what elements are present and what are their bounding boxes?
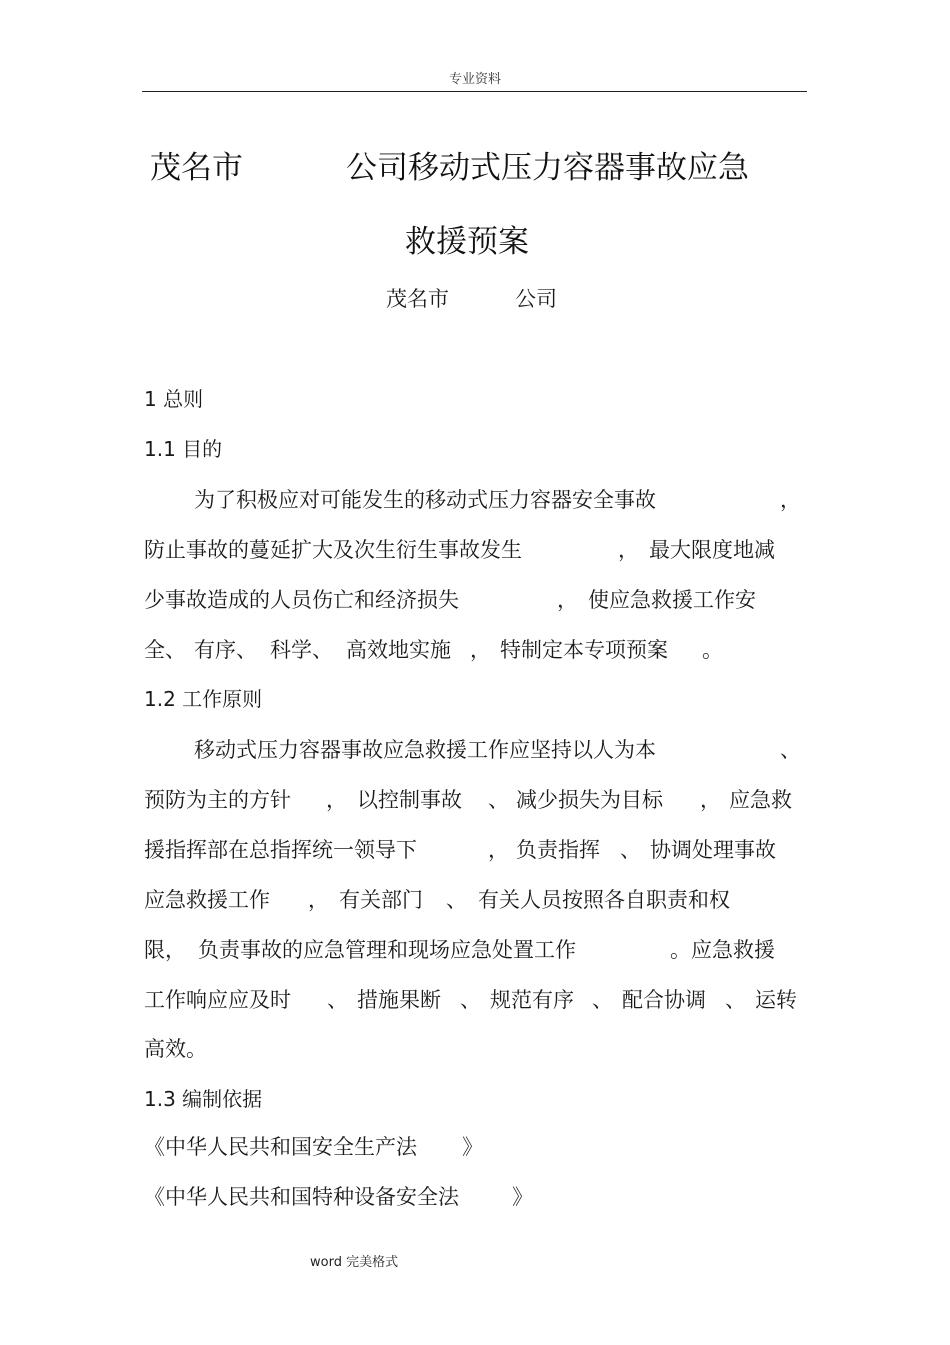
principle-text: 减少损失为目标	[516, 788, 663, 812]
section-1-3-heading: 1.3 编制依据	[144, 1087, 263, 1111]
principle-text: 以控制事故	[357, 788, 462, 812]
title-main: 公司移动式压力容器事故应急	[346, 150, 749, 186]
subtitle-company: 公司	[515, 287, 557, 311]
principle-text: 。应急救援	[670, 938, 775, 962]
principle-text: 、	[460, 988, 481, 1012]
principle-text: 规范有序	[490, 988, 574, 1012]
principle-text: 、	[725, 988, 746, 1012]
purpose-text: 高效地实施	[346, 638, 451, 662]
title-city: 茂名市	[150, 150, 243, 186]
purpose-text: 最大限度地减	[649, 538, 775, 562]
section-1-2-heading: 1.2 工作原则	[144, 687, 263, 711]
principle-text: 、	[620, 838, 641, 862]
page-header: 专业资料	[448, 72, 501, 87]
law-title: 《中华人民共和国安全生产法	[144, 1135, 417, 1159]
page-footer: word 完美格式	[310, 1255, 399, 1270]
section-1-1-heading: 1.1 目的	[144, 437, 223, 461]
purpose-text: 。	[702, 638, 723, 662]
principle-text: ，	[326, 788, 347, 812]
purpose-text: ，	[557, 588, 578, 612]
law-title-close: 》	[462, 1135, 483, 1159]
principle-text: 运转	[755, 988, 797, 1012]
principle-text: 高效。	[144, 1037, 207, 1061]
principle-text: ，	[308, 888, 329, 912]
section-1-heading: 1 总则	[144, 387, 204, 411]
principle-text: 、	[488, 788, 509, 812]
title-line2: 救援预案	[405, 224, 529, 260]
purpose-text: 防止事故的蔓延扩大及次生衍生事故发生	[144, 538, 522, 562]
purpose-text: ，	[618, 538, 639, 562]
principle-text: 有关部门	[339, 888, 423, 912]
principle-text: 移动式压力容器事故应急救援工作应坚持以人为本	[194, 738, 656, 762]
principle-text: 负责事故的应急管理和现场应急处置工作	[198, 938, 576, 962]
purpose-text: 全、	[144, 638, 186, 662]
principle-text: ，	[488, 838, 509, 862]
law-title-close: 》	[512, 1185, 533, 1209]
principle-text: 配合协调	[622, 988, 706, 1012]
principle-text: 、	[592, 988, 613, 1012]
purpose-text: 使应急救援工作安	[588, 588, 756, 612]
purpose-text: 少事故造成的人员伤亡和经济损失	[144, 588, 459, 612]
principle-text: 援指挥部在总指挥统一领导下	[144, 838, 417, 862]
principle-text: 工作响应应及时	[144, 988, 291, 1012]
principle-text: 协调处理事故	[650, 838, 776, 862]
purpose-text: 特制定本专项预案	[500, 638, 668, 662]
principle-text: 负责指挥	[516, 838, 600, 862]
principle-text: 应急救	[729, 788, 792, 812]
principle-text: 有关人员按照各自职责和权	[478, 888, 730, 912]
subtitle-city: 茂名市	[386, 287, 449, 311]
law-title: 《中华人民共和国特种设备安全法	[144, 1185, 459, 1209]
principle-text: ，	[700, 788, 721, 812]
purpose-text: ，	[470, 638, 491, 662]
principle-text: 、	[780, 738, 801, 762]
header-rule	[142, 91, 807, 92]
purpose-text: ，	[780, 488, 801, 512]
principle-text: 、	[446, 888, 467, 912]
principle-text: 应急救援工作	[144, 888, 270, 912]
purpose-text: 科学、	[270, 638, 333, 662]
purpose-text: 为了积极应对可能发生的移动式压力容器安全事故	[194, 488, 656, 512]
principle-text: 限，	[144, 938, 186, 962]
principle-text: 、	[327, 988, 348, 1012]
purpose-text: 有序、	[194, 638, 257, 662]
principle-text: 措施果断	[357, 988, 441, 1012]
principle-text: 预防为主的方针	[144, 788, 291, 812]
